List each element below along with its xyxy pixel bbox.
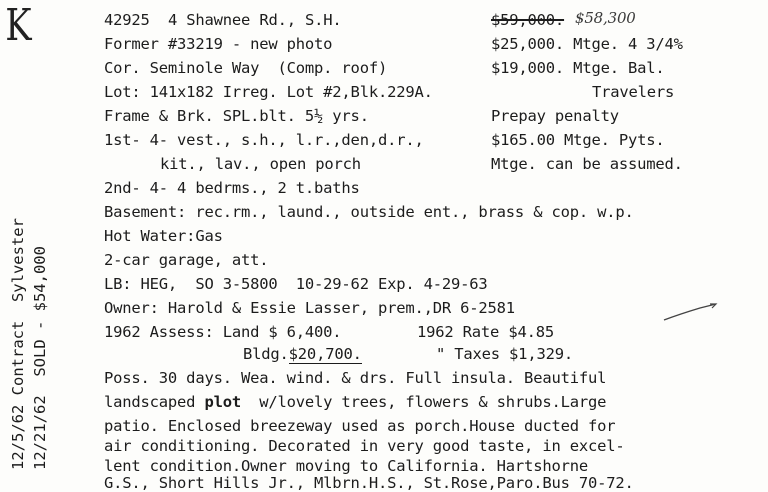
contract-note: 12/5/62 Contract Sylvester (9, 218, 27, 470)
first-floor-rooms: 1st- 4- vest., s.h., l.r.,den,d.r., (104, 131, 424, 149)
description-line-2-plot: plot (204, 393, 241, 411)
description-line-2 (104, 392, 606, 412)
description-line-3: patio. Enclosed breezeway used as porch.House ducted for (104, 417, 616, 435)
header-listing-no: 42925 (104, 11, 150, 29)
sold-note: 12/21/62 SOLD - $54,000 (31, 246, 49, 470)
mortgage-lender: Travelers (592, 83, 675, 101)
mortgage-payments: $165.00 Mtge. Pyts. (491, 131, 665, 149)
building-value: $20,700. (288, 345, 362, 363)
description-line-1: Poss. 30 days. Wea. wind. & drs. Full insula. Beautiful (104, 369, 607, 387)
header-address: 4 Shawnee Rd., S.H. (168, 11, 342, 29)
building-label: Bldg. (243, 345, 289, 363)
assessment-land: 1962 Assess: Land $ 6,400. (104, 323, 342, 341)
first-mortgage: $25,000. Mtge. 4 3/4% (491, 35, 683, 53)
pen-tick-mark (660, 300, 720, 330)
basement-info: Basement: rec.rm., laund., outside ent., brass & cop. w.p. (104, 203, 634, 221)
listing-broker: LB: HEG, SO 3-5800 10-29-62 Exp. 4-29-63 (104, 275, 488, 293)
description-line-2-c: w/lovely trees, flowers & shrubs.Large (240, 393, 607, 411)
description-line-6: G.S., Short Hills Jr., Mlbrn.H.S., St.Rose,Paro.Bus 70-72. (104, 474, 634, 492)
description-line-4: air conditioning. Decorated in very good taste, in excel- (104, 437, 625, 455)
tax-rate: 1962 Rate $4.85 (417, 323, 554, 341)
lot-info: Lot: 141x182 Irreg. Lot #2,Blk.229A. (104, 83, 433, 101)
description-line-5: lent condition.Owner moving to California. Hartshorne (104, 457, 588, 475)
prepay-penalty: Prepay penalty (491, 107, 619, 125)
first-floor-rooms-cont: kit., lav., open porch (160, 155, 361, 173)
taxes-info: " Taxes $1,329. (436, 345, 573, 363)
header-price: $59,000. (491, 11, 565, 29)
construction-info: Frame & Brk. SPL.blt. 5½ yrs. (104, 107, 369, 125)
owner-info: Owner: Harold & Essie Lasser, prem.,DR 6-2581 (104, 299, 515, 317)
former-listing: Former #33219 - new photo (104, 35, 333, 53)
second-floor-rooms: 2nd- 4- 4 bedrms., 2 t.baths (104, 179, 360, 197)
assessment-building (243, 344, 362, 364)
corner-mark: K (5, 0, 32, 51)
corner-location: Cor. Seminole Way (Comp. roof) (104, 59, 388, 77)
mortgage-assumable: Mtge. can be assumed. (491, 155, 683, 173)
description-line-2-a: landscaped (104, 393, 205, 411)
hot-water: Hot Water:Gas (104, 227, 223, 245)
header-price-handwritten: $58,300 (575, 9, 636, 27)
garage-info: 2-car garage, att. (104, 251, 269, 269)
second-mortgage: $19,000. Mtge. Bal. (491, 59, 665, 77)
